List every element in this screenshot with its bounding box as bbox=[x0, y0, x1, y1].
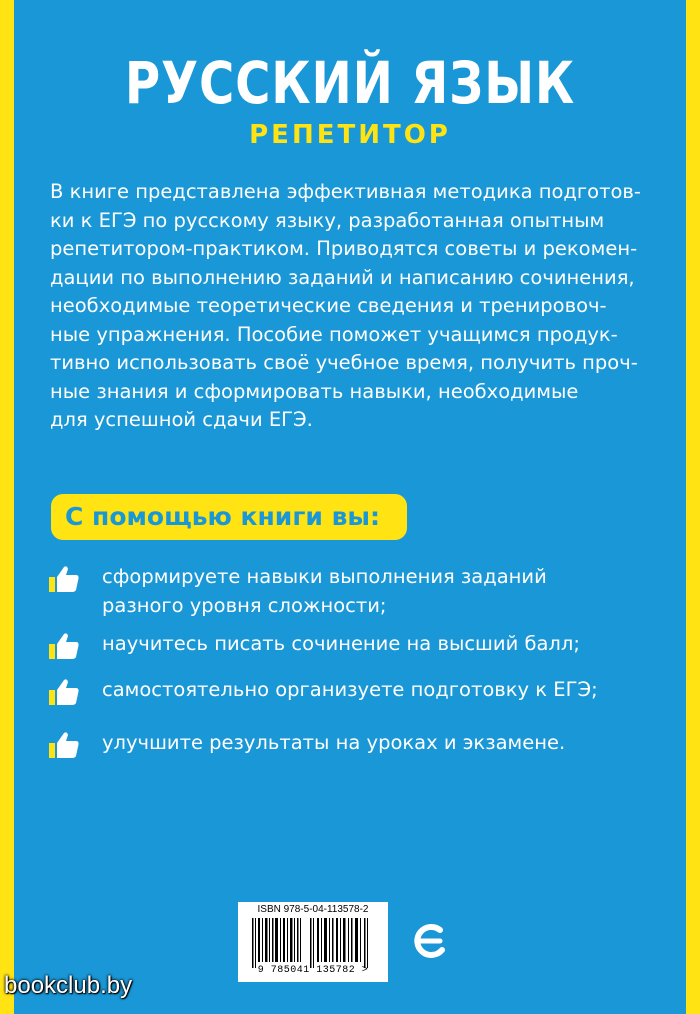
book-title: РУССКИЙ ЯЗЫК bbox=[124, 49, 576, 117]
benefit-text-line: разного уровня сложности; bbox=[102, 594, 387, 617]
book-description bbox=[50, 178, 670, 435]
description-line: дации по выполнению заданий и написанию сочинения, bbox=[50, 265, 635, 289]
thumbs-up-icon bbox=[48, 728, 82, 762]
book-back-cover bbox=[14, 0, 686, 1014]
thumbs-up-icon bbox=[48, 629, 82, 663]
thumbs-up-icon bbox=[48, 675, 82, 709]
description-line: ные знания и сформировать навыки, необходимые bbox=[50, 379, 579, 403]
description-line: репетитором-практиком. Приводятся советы и рекомен- bbox=[50, 237, 638, 260]
isbn-barcode bbox=[238, 902, 388, 982]
isbn-text: ISBN 978-5-04-113578-2 bbox=[257, 904, 369, 915]
description-line: необходимые теоретические сведения и тренировоч- bbox=[50, 294, 607, 317]
benefits-heading: С помощью книги вы: bbox=[65, 502, 381, 531]
description-line: ки к ЕГЭ по русскому языку, разработанная опытным bbox=[50, 208, 605, 232]
benefits-heading-badge bbox=[51, 494, 407, 540]
barcode-number: 9 785041 135782 > bbox=[257, 965, 369, 976]
description-line: В книге представлена эффективная методика подготов- bbox=[50, 180, 641, 203]
thumbs-up-icon bbox=[48, 562, 82, 596]
benefit-text-line: сформируете навыки выполнения заданий bbox=[102, 565, 547, 588]
book-subtitle: РЕПЕТИТОР bbox=[249, 120, 451, 150]
description-line: для успешной сдачи ЕГЭ. bbox=[50, 408, 313, 431]
watermark-text: bookclub.by bbox=[4, 972, 133, 999]
benefit-text-line: научитесь писать сочинение на высший балл; bbox=[102, 632, 580, 655]
description-line: тивно использовать своё учебное время, получить проч- bbox=[50, 351, 638, 374]
publisher-logo-icon bbox=[410, 912, 450, 972]
description-line: ные упражнения. Пособие поможет учащимся продук- bbox=[50, 322, 618, 346]
benefit-text-line: самостоятельно организуете подготовку к ЕГЭ; bbox=[102, 678, 598, 701]
benefit-text-line: улучшите результаты на уроках и экзамене. bbox=[102, 731, 566, 754]
